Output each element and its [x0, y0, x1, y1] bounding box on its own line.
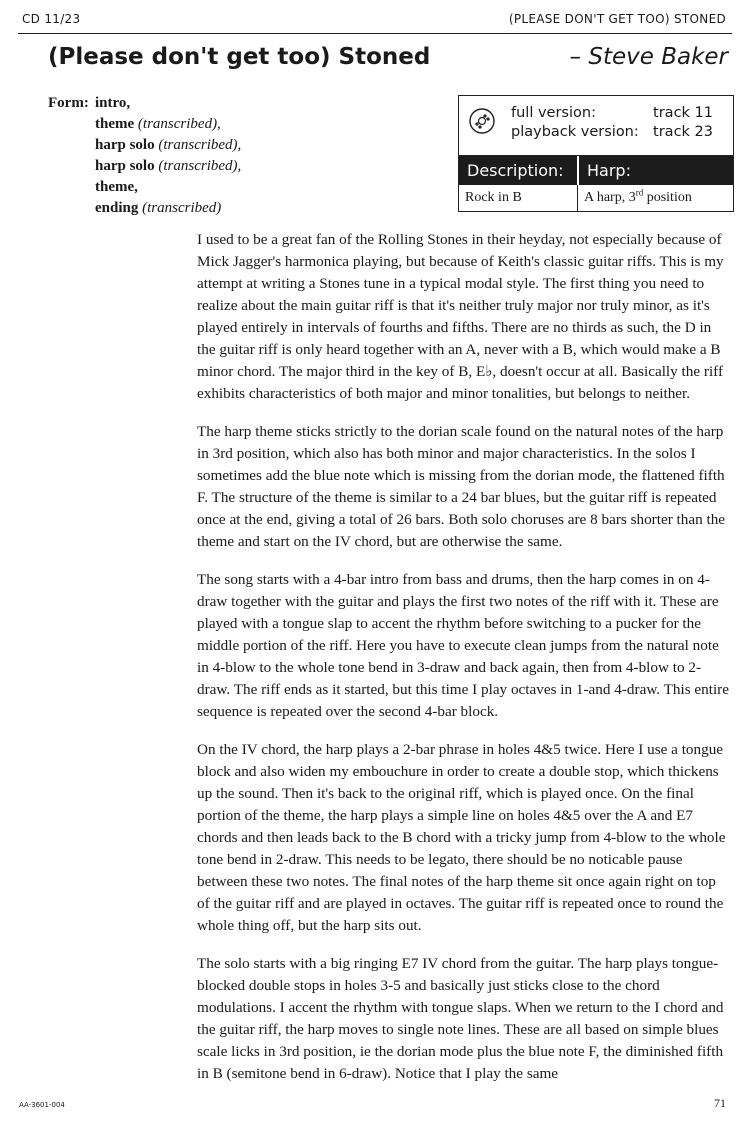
page-title: (Please don't get too) Stoned: [48, 44, 431, 70]
article-body: [197, 229, 729, 1101]
playback-version-track: track 23: [653, 124, 713, 140]
form-item: intro,: [95, 95, 131, 111]
form-item: harp solo (transcribed),: [95, 137, 242, 153]
description-value: Rock in B: [459, 185, 578, 211]
track-info-top: [459, 96, 733, 155]
form-item: theme (transcribed),: [95, 116, 221, 132]
form-item: ending (transcribed): [95, 200, 222, 216]
description-header: Description:: [459, 156, 579, 185]
harp-header: Harp:: [587, 161, 631, 180]
track-info-box: [458, 95, 734, 212]
info-values-row: [459, 185, 733, 211]
info-header-bar: [459, 155, 733, 185]
playback-version-label: playback version:: [511, 124, 639, 140]
paragraph: The solo starts with a big ringing E7 IV chord from the guitar. The harp plays tongue-blocked double stops in holes 3-5 and basically just sticks close to the chord modulations. I accent the rhythm with tongue slaps. When we return to the I chord and the guitar riff, the harp moves to single note lines. These are all based on simple blues scale licks in 3rd position, ie the dorian mode plus the blue note F, the diminished fifth in B (semitone bend in 6-draw). Notice that I play the same: [197, 955, 724, 1082]
full-version-track: track 11: [653, 105, 713, 121]
cd-icon: [469, 108, 495, 134]
full-version-label: full version:: [511, 105, 596, 121]
form-item: theme,: [95, 179, 138, 195]
harp-value: A harp, 3rd position: [584, 187, 692, 205]
form-label: Form:: [48, 95, 89, 111]
footer-code: AA-3601-004: [19, 1101, 65, 1109]
header-song-title: (PLEASE DON'T GET TOO) STONED: [508, 12, 726, 26]
song-form: [48, 93, 241, 219]
form-item: harp solo (transcribed),: [95, 158, 242, 174]
paragraph: On the IV chord, the harp plays a 2-bar phrase in holes 4&5 twice. Here I use a tongue block and also widen my embouchure in order to create a double stop, which thickens up the sound. Then it's back to the original riff, which is played once. On the final portion of the theme, the harp plays a simple line on holes 4&5 over the A and E7 chords and then leads back to the B chord with a tricky jump from 4-blow to the whole tone bend in 2-draw. This needs to be legato, there should be no noticable pause between these two notes. The final notes of the harp theme sit once again right on top of the guitar riff and are played in octaves. The guitar riff is repeated once to round the whole thing off, but the harp sits out.: [197, 741, 726, 934]
paragraph: I used to be a great fan of the Rolling Stones in their heyday, not especially because of Mick Jagger's harmonica playing, but because of Keith's classic guitar riffs. This is my attempt at writing a Stones tune in a typical modal style. The first thing you need to realize about the main guitar riff is that it's neither truly major nor truly minor, as it's played entirely in intervals of fourths and fifths. There are no thirds as such, the D in the guitar riff is only heard together with an A, never with a B, which would make a B minor chord. The major third in the key of B, E♭, doesn't occur at all. Basically the riff exhibits characteristics of both major and minor tonalities, but belongs to neither.: [197, 231, 724, 402]
author-name: – Steve Baker: [569, 44, 728, 70]
paragraph: The song starts with a 4-bar intro from bass and drums, then the harp comes in on 4-draw together with the guitar and plays the first two notes of the riff with it. These are played with a tongue slap to accent the rhythm before switching to a pucker for the middle portion of the riff. Here you have to execute clean jumps from the natural note in 4-blow to the whole tone bend in 3-draw and back again, then from 4-blow to 2-draw. The riff ends as it started, but this time I play octaves in 1-and 4-draw. This entire sequence is repeated over the second 4-bar block.: [197, 571, 729, 720]
page-number: 71: [714, 1096, 726, 1110]
paragraph: The harp theme sticks strictly to the dorian scale found on the natural notes of the harp in 3rd position, which also has both minor and major characteristics. In the solos I sometimes add the blue note which is missing from the dorian mode, the flattened fifth F. The structure of the theme is similar to a 24 bar blues, but the guitar riff is repeated once at the end, giving a total of 26 bars. Both solo choruses are 8 bars shorter than the theme and start on the IV chord, but are otherwise the same.: [197, 423, 726, 550]
header-cd-track: CD 11/23: [22, 12, 81, 26]
header-divider: [18, 33, 732, 34]
